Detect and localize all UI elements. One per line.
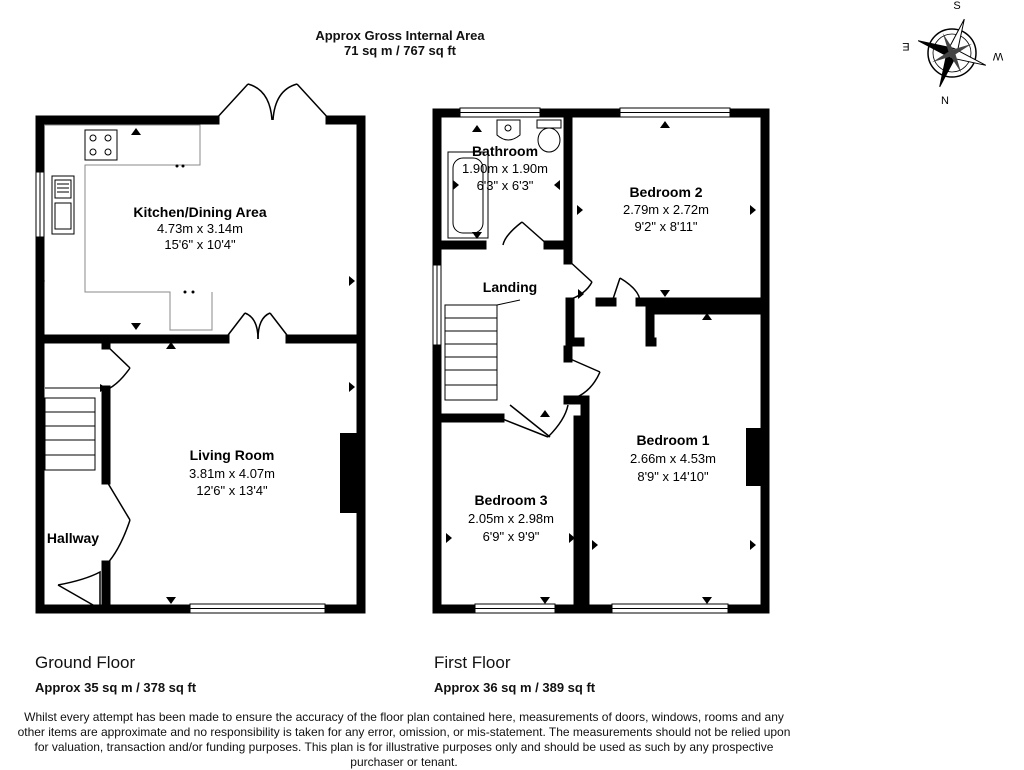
bathroom-imperial: 6'3" x 6'3" [476, 178, 534, 193]
kitchen-metric: 4.73m x 3.14m [157, 221, 243, 236]
compass-n: N [941, 95, 949, 107]
first-floor-title: First Floor [434, 653, 511, 672]
kitchen-name: Kitchen/Dining Area [133, 204, 267, 220]
bedroom3-metric: 2.05m x 2.98m [468, 511, 554, 526]
bedroom3-imperial: 6'9" x 9'9" [482, 529, 540, 544]
compass-rose-icon [906, 7, 998, 99]
bathroom-name: Bathroom [471, 143, 539, 159]
bedroom2-metric: 2.79m x 2.72m [623, 202, 709, 217]
compass-s: S [953, 0, 961, 12]
ground-doors [58, 345, 130, 609]
first-floor-area: Approx 36 sq m / 389 sq ft [434, 680, 596, 695]
ground-floor-area: Approx 35 sq m / 378 sq ft [35, 680, 197, 695]
bedroom1-imperial: 8'9" x 14'10" [637, 469, 709, 484]
gross-area-title: Approx Gross Internal Area [315, 28, 485, 43]
bedroom1-name: Bedroom 1 [636, 432, 710, 448]
living-name: Living Room [189, 447, 275, 463]
ground-floor-title: Ground Floor [35, 653, 136, 672]
first-floor-plan [433, 108, 765, 613]
sink-icon [52, 176, 74, 234]
living-imperial: 12'6" x 13'4" [196, 483, 268, 498]
bedroom1-metric: 2.66m x 4.53m [630, 451, 716, 466]
compass-w: W [992, 50, 1004, 62]
hallway-name: Hallway [46, 530, 100, 546]
bedroom2-name: Bedroom 2 [629, 184, 703, 200]
bathroom-metric: 1.90m x 1.90m [462, 161, 548, 176]
hob-icon [85, 130, 117, 160]
bedroom3-name: Bedroom 3 [474, 492, 548, 508]
disclaimer-text: Whilst every attempt has been made to ensure the accuracy of the floor plan contained here, measurements of doors, windows, rooms and any other items are approximate and no responsibility is taken for any error, omission, or mis-statement. The measurements should not be relied upon for valuation, transaction and/or funding purposes. This plan is for illustrative purposes only and should be used as such by any prospective purchaser or tenant. [17, 710, 791, 769]
chimney-breast [340, 433, 361, 513]
living-metric: 3.81m x 4.07m [189, 466, 275, 481]
landing-name: Landing [482, 279, 538, 295]
ground-staircase [45, 388, 106, 470]
gross-area-value: 71 sq m / 767 sq ft [344, 43, 456, 58]
bedroom2-imperial: 9'2" x 8'11" [634, 219, 698, 234]
kitchen-imperial: 15'6" x 10'4" [164, 237, 236, 252]
compass-e: E [902, 40, 910, 52]
ground-floor-plan [36, 84, 361, 613]
first-staircase [445, 300, 520, 400]
chimney-breast-bed1 [746, 428, 765, 486]
